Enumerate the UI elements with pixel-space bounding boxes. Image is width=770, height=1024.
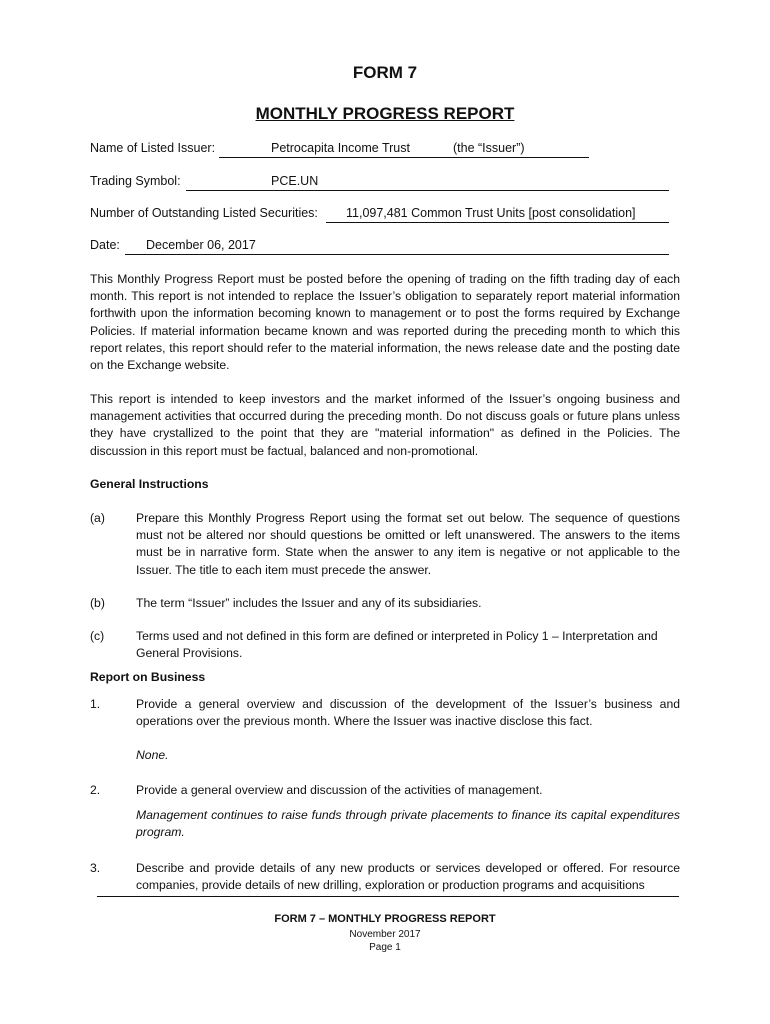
item-answer-1: None. [136, 748, 169, 762]
item-number: 3. [90, 861, 101, 875]
instruction-text: Terms used and not defined in this form are defined or interpreted in Policy 1 – Interpretation and General Provisions. [136, 629, 658, 661]
report-on-business-heading: Report on Business [90, 670, 206, 684]
issuer-name-line [219, 157, 589, 158]
outstanding-securities-field [90, 206, 670, 224]
item-number: 2. [90, 783, 101, 797]
trading-symbol-label: Trading Symbol: [90, 174, 181, 188]
issuer-name-suffix: (the “Issuer”) [453, 141, 525, 155]
footer-title: FORM 7 – MONTHLY PROGRESS REPORT [274, 913, 496, 925]
item-question: Provide a general overview and discussion of the activities of management. [136, 783, 543, 797]
date-label: Date: [90, 238, 120, 252]
outstanding-securities-line [326, 222, 669, 223]
intro-paragraph-2: This report is intended to keep investors and the market informed of the Issuer’s ongoing business and management activities that occurred during the preceding month. Do not discuss goals or future plans unless they have crystallized to the point that they are "material information" as defined in the Policies. The discussion in this report must be factual, balanced and non-promotional. [90, 392, 680, 458]
instruction-text: The term “Issuer” includes the Issuer and any of its subsidiaries. [136, 596, 482, 610]
item-answer-2: Management continues to raise funds through private placements to finance its capital expenditures program. [136, 808, 680, 840]
date-value: December 06, 2017 [146, 238, 256, 252]
outstanding-securities-value: 11,097,481 Common Trust Units [post consolidation] [346, 206, 636, 220]
instruction-text: Prepare this Monthly Progress Report using the format set out below. The sequence of questions must not be altered nor should questions be omitted or left unanswered. The answers to the items must be in narrative form. State when the answer to any item is negative or not applicable to the Issuer. The title to each item must precede the answer. [136, 511, 680, 577]
instruction-marker: (a) [90, 511, 105, 525]
outstanding-securities-label: Number of Outstanding Listed Securities: [90, 206, 318, 220]
trading-symbol-field [90, 174, 670, 192]
date-field [90, 238, 670, 256]
business-item-3 [90, 860, 680, 896]
general-instructions-heading: General Instructions [90, 477, 209, 491]
instruction-item-c [90, 628, 680, 664]
instruction-marker: (b) [90, 596, 105, 610]
form-number: FORM 7 [352, 63, 418, 82]
footer-page-number: Page 1 [369, 942, 401, 953]
item-number: 1. [90, 697, 101, 711]
instruction-item-b [90, 595, 680, 613]
issuer-name-field [90, 141, 590, 159]
trading-symbol-value: PCE.UN [271, 174, 319, 188]
business-item-1 [90, 696, 680, 732]
item-question: Describe and provide details of any new products or services developed or offered. For resource companies, provide details of new drilling, exploration or production programs and acquisitions [136, 861, 680, 893]
date-line [125, 254, 669, 255]
issuer-name-value: Petrocapita Income Trust [271, 141, 410, 155]
footer-divider [97, 896, 679, 897]
instruction-marker: (c) [90, 629, 105, 643]
item-question: Provide a general overview and discussion of the development of the Issuer’s business and operations over the previous month. Where the Issuer was inactive disclose this fact. [136, 697, 680, 729]
issuer-name-label: Name of Listed Issuer: [90, 141, 216, 155]
instruction-item-a [90, 510, 680, 580]
business-item-2 [90, 782, 680, 800]
trading-symbol-line [186, 190, 669, 191]
report-title: MONTHLY PROGRESS REPORT [255, 104, 515, 123]
footer-date: November 2017 [349, 929, 421, 940]
intro-paragraph-1: This Monthly Progress Report must be posted before the opening of trading on the fifth trading day of each month. This report is not intended to replace the Issuer’s obligation to separately report material information forthwith upon the information becoming known to management or to post the forms required by Exchange Policies. If material information became known and was reported during the preceding month to which this report relates, this report should refer to the material information, the news release date and the posting date on the Exchange website. [90, 272, 680, 373]
